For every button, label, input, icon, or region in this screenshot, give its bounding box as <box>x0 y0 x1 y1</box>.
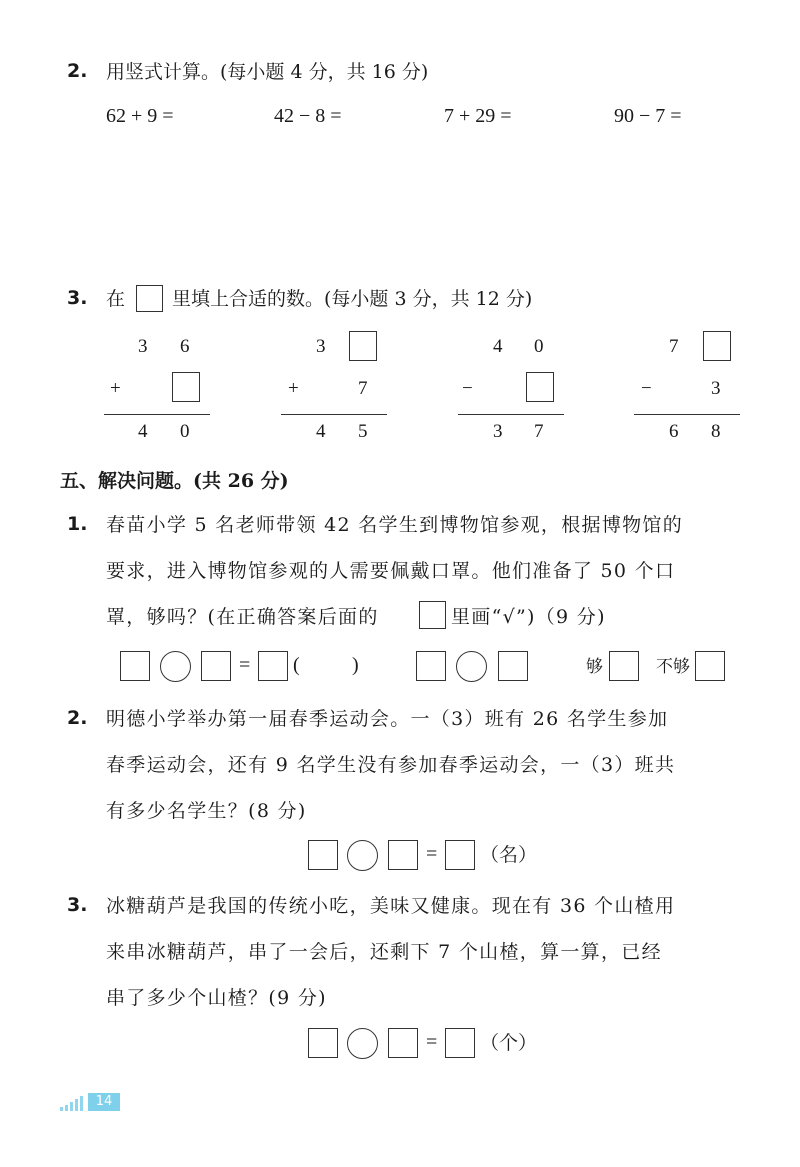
v4-operator: − <box>641 378 652 399</box>
p1-ans-box-result[interactable] <box>258 651 288 681</box>
p2-line3: 有多少名学生？(8 分) <box>106 800 307 822</box>
q2-number: 2. <box>67 60 88 82</box>
p1-cmp-box-2[interactable] <box>498 651 528 681</box>
v4-res-ones: 8 <box>711 421 721 442</box>
v2-top-tens: 3 <box>316 336 326 357</box>
v3-operator: − <box>462 378 473 399</box>
q3-title-after: 里填上合适的数。(每小题 3 分，共 12 分) <box>172 288 533 310</box>
p2-line1: 明德小学举办第一届春季运动会。一（3）班有 26 名学生参加 <box>106 708 669 730</box>
p2-ans-box-1[interactable] <box>308 840 338 870</box>
v2-res-ones: 5 <box>358 421 368 442</box>
p3-ans-operator-circle[interactable] <box>347 1028 378 1059</box>
v3-res-tens: 3 <box>493 421 503 442</box>
v4-line <box>634 414 740 415</box>
p1-not-enough-label: 不够 <box>656 657 690 677</box>
p3-ans-box-2[interactable] <box>388 1028 418 1058</box>
v1-res-ones: 0 <box>180 421 190 442</box>
q2-problem-3: 7 + 29 = <box>444 105 512 127</box>
p1-not-enough-box[interactable] <box>695 651 725 681</box>
q2-title: 用竖式计算。(每小题 4 分，共 16 分) <box>106 61 429 83</box>
v3-mid-ones-box[interactable] <box>526 372 554 402</box>
p1-ans-box-2[interactable] <box>201 651 231 681</box>
v2-top-ones-box[interactable] <box>349 331 377 361</box>
p2-number: 2. <box>67 707 88 729</box>
p2-line2: 春季运动会，还有 9 名学生没有参加春季运动会，一（3）班共 <box>106 754 676 776</box>
p3-line3: 串了多少个山楂？(9 分) <box>106 987 327 1009</box>
p1-cmp-operator-circle[interactable] <box>456 651 487 682</box>
p1-ans-box-1[interactable] <box>120 651 150 681</box>
q2-problem-4: 90 − 7 = <box>614 105 682 127</box>
v4-res-tens: 6 <box>669 421 679 442</box>
p1-equals: = <box>239 654 251 676</box>
v2-mid-ones: 7 <box>358 378 368 399</box>
v2-line <box>281 414 387 415</box>
v4-mid-ones: 3 <box>711 378 721 399</box>
p2-unit: （名） <box>480 844 538 866</box>
p3-ans-box-result[interactable] <box>445 1028 475 1058</box>
p1-inline-box <box>419 601 446 629</box>
v1-mid-ones-box[interactable] <box>172 372 200 402</box>
p2-ans-box-2[interactable] <box>388 840 418 870</box>
p1-line3a: 罩，够吗？(在正确答案后面的 <box>106 606 379 628</box>
v1-top-ones: 6 <box>180 336 190 357</box>
q3-title-box <box>136 285 163 312</box>
p1-line2: 要求，进入博物馆参观的人需要佩戴口罩。他们准备了 50 个口 <box>106 560 676 582</box>
q2-problem-1: 62 + 9 = <box>106 105 174 127</box>
v3-top-tens: 4 <box>493 336 503 357</box>
p2-ans-operator-circle[interactable] <box>347 840 378 871</box>
v2-res-tens: 4 <box>316 421 326 442</box>
p3-equals: = <box>426 1031 438 1053</box>
p1-number: 1. <box>67 513 88 535</box>
p1-cmp-box-1[interactable] <box>416 651 446 681</box>
v3-top-ones: 0 <box>534 336 544 357</box>
p1-enough-label: 够 <box>586 657 603 677</box>
v1-res-tens: 4 <box>138 421 148 442</box>
p2-ans-box-result[interactable] <box>445 840 475 870</box>
v3-line <box>458 414 564 415</box>
v3-res-ones: 7 <box>534 421 544 442</box>
p3-unit: （个） <box>480 1032 538 1054</box>
q3-title-before: 在 <box>106 288 126 310</box>
page-number: 14 <box>88 1093 120 1111</box>
p1-ans-operator-circle[interactable] <box>160 651 191 682</box>
v1-top-tens: 3 <box>138 336 148 357</box>
v2-operator: + <box>288 378 299 399</box>
v4-top-tens: 7 <box>669 336 679 357</box>
q2-problem-2: 42 − 8 = <box>274 105 342 127</box>
p3-ans-box-1[interactable] <box>308 1028 338 1058</box>
p1-paren-open: ( <box>293 654 300 676</box>
v4-top-ones-box[interactable] <box>703 331 731 361</box>
p3-line1: 冰糖葫芦是我国的传统小吃，美味又健康。现在有 36 个山楂用 <box>106 895 676 917</box>
p1-paren-close: ) <box>352 654 359 676</box>
q3-number: 3. <box>67 287 88 309</box>
v1-operator: + <box>110 378 121 399</box>
p1-line3b: 里画“√”)（9 分) <box>451 606 606 628</box>
p3-line2: 来串冰糖葫芦，串了一会后，还剩下 7 个山楂，算一算，已经 <box>106 941 662 963</box>
p1-line1: 春苗小学 5 名老师带领 42 名学生到博物馆参观，根据博物馆的 <box>106 514 684 536</box>
v1-line <box>104 414 210 415</box>
p1-enough-box[interactable] <box>609 651 639 681</box>
p3-number: 3. <box>67 894 88 916</box>
p2-equals: = <box>426 843 438 865</box>
section5-title: 五、解决问题。(共 26 分) <box>60 470 289 492</box>
page-number-bars-icon <box>60 1093 88 1111</box>
